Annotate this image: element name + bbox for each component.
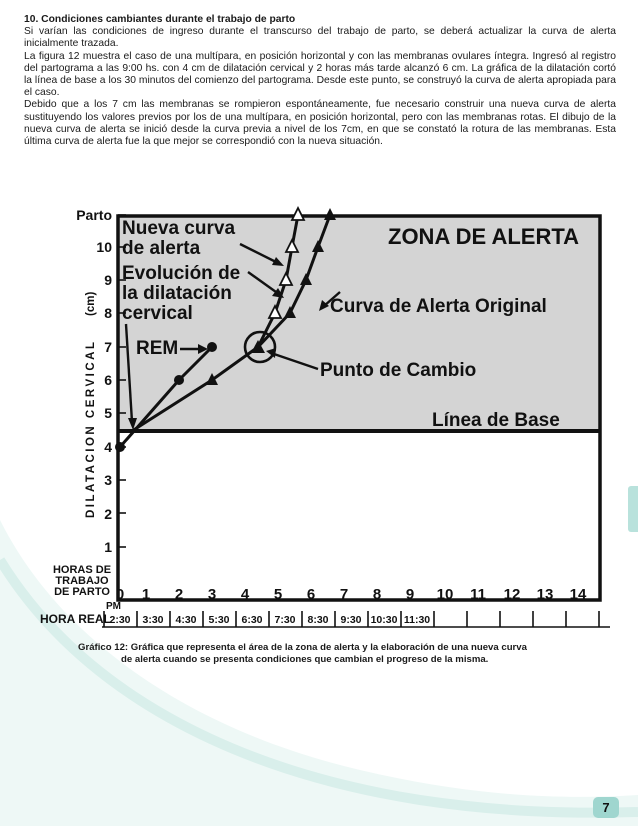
y-tick-label: 1	[104, 539, 112, 555]
dilation-point	[174, 375, 184, 385]
annotation-original-curve: Curva de Alerta Original	[330, 296, 547, 317]
x-tick-label: 14	[569, 586, 587, 603]
real-time-value: 6:30	[241, 614, 263, 626]
real-time-value: 3:30	[142, 614, 164, 626]
y-tick-label: 5	[104, 405, 112, 421]
dilation-point	[115, 442, 125, 452]
x-tick-label: 1	[141, 586, 151, 603]
x-axis-title-line: HORAS DE	[52, 564, 112, 576]
y-tick-label: 9	[104, 272, 112, 288]
paragraph-1: Si varían las condiciones de ingreso durante el transcurso del trabajo de parto, se deberá actualizar la curva de alerta inicialmente trazada.	[24, 26, 616, 50]
x-tick-label: 4	[240, 586, 250, 603]
real-time-value: 2:30	[109, 614, 131, 626]
x-tick-label: 8	[372, 586, 382, 603]
paragraph-2: La figura 12 muestra el caso de una multípara, en posición horizontal y con las membranas ovulares íntegra. Ingresó al registro del partograma a las 9:00 hs. con 4 cm de dilatación cervical y 2 horas más tarde alcanzó 6 cm. La gráfica de la dilatación cortó la línea de base a los 30 minutos del comienzo del partograma. Desde este punto, se construyó la curva de alerta apropiada para el caso.	[24, 50, 616, 99]
section-text	[24, 14, 616, 148]
y-tick-label: 7	[104, 339, 112, 355]
x-tick-label: 13	[536, 586, 554, 603]
side-tab-marker	[628, 486, 638, 532]
figure-caption	[78, 642, 578, 666]
x-axis-title-line: TRABAJO	[55, 575, 109, 587]
alert-zone-label: ZONA DE ALERTA	[388, 224, 580, 249]
x-tick-label: 10	[436, 586, 454, 603]
x-axis-title-line: DE PARTO	[54, 586, 110, 598]
y-axis-unit: (cm)	[85, 291, 97, 316]
x-tick-label: 0	[115, 586, 125, 603]
x-tick-label: 6	[306, 586, 316, 603]
real-time-value: 5:30	[208, 614, 230, 626]
real-time-value: 4:30	[175, 614, 197, 626]
pm-label: PM	[106, 601, 121, 612]
dilation-point	[207, 342, 217, 352]
x-tick-label: 7	[339, 586, 349, 603]
caption-line-1: Gráfico 12: Gráfica que representa el área de la zona de alerta y la elaboración de una nueva curva	[78, 642, 527, 653]
partogram-figure	[40, 204, 610, 634]
y-tick-label: 4	[104, 439, 112, 455]
x-tick-label: 12	[503, 586, 521, 603]
annotation-evolution-line2: la dilatación	[122, 283, 232, 304]
y-tick-label: 3	[104, 472, 112, 488]
x-tick-label: 5	[273, 586, 283, 603]
x-tick-label: 2	[174, 586, 184, 603]
paragraph-3: Debido que a los 7 cm las membranas se rompieron espontáneamente, fue necesario construir una nueva curva de alerta sustituyendo los valores previos por los de una multípara, en posición horizontal, pero con las membranas rotas. El dibujo de la nueva curva de alerta se inició desde la curva previa a nivel de los 7cm, en que se constató la rotura de las membranas. Esta última curva de alerta fue la que mejor se correspondió con la nueva situación.	[24, 99, 616, 148]
x-tick-label: 3	[207, 586, 217, 603]
annotation-new-curve-line2: de alerta	[122, 238, 201, 259]
caption-line-2: de alerta cuando se presenta condiciones que cambian el progreso de la misma.	[121, 654, 489, 665]
y-top-label: Parto	[76, 207, 112, 223]
y-tick-label: 6	[104, 372, 112, 388]
annotation-evolution-line3: cervical	[122, 303, 193, 324]
annotation-new-curve-line1: Nueva curva	[122, 218, 236, 239]
y-tick-label: 8	[104, 305, 112, 321]
y-tick-label: 10	[96, 239, 112, 255]
real-time-label: HORA REAL	[40, 612, 111, 626]
real-time-value: 9:30	[340, 614, 362, 626]
real-time-value: 7:30	[274, 614, 296, 626]
section-heading: 10. Condiciones cambiantes durante el trabajo de parto	[24, 14, 296, 25]
y-axis-title: DILATACION CERVICAL	[85, 339, 97, 518]
annotation-rem: REM	[136, 338, 179, 359]
x-tick-label: 11	[470, 586, 486, 603]
y-tick-label: 2	[104, 506, 112, 522]
annotation-change-point: Punto de Cambio	[320, 360, 477, 381]
real-time-value: 8:30	[307, 614, 329, 626]
real-time-value: 10:30	[370, 614, 398, 626]
x-tick-label: 9	[405, 586, 415, 603]
annotation-evolution-line1: Evolución de	[122, 263, 241, 284]
real-time-value: 11:30	[403, 614, 431, 626]
annotation-baseline: Línea de Base	[432, 410, 560, 431]
page-number: 7	[593, 797, 619, 818]
